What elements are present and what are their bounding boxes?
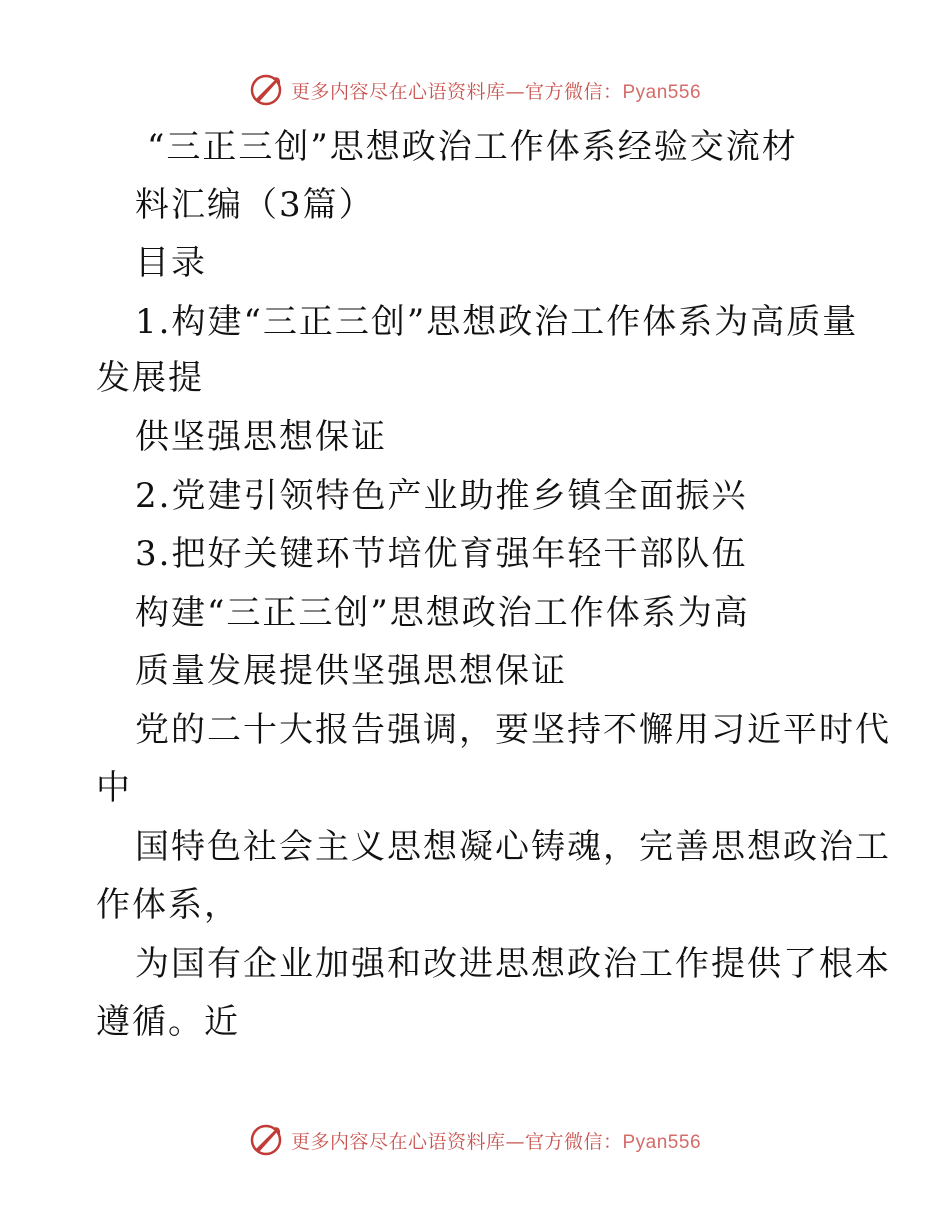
doc-title-line-2: 料汇编（3篇） (135, 185, 375, 225)
paragraph-line-6: 遵循。近 (96, 1002, 240, 1042)
watermark-text: 更多内容尽在心语资料库—官方微信：Pyan556 (290, 1130, 702, 1153)
section-heading-line-2: 质量发展提供坚强思想保证 (135, 651, 567, 691)
quill-logo-icon (249, 73, 283, 107)
paragraph-line-4: 作体系， (96, 885, 240, 925)
watermark-footer (0, 1120, 950, 1160)
section-heading-line-1: 构建“三正三创”思想政治工作体系为高 (135, 593, 750, 633)
doc-title-line-1: “三正三创”思想政治工作体系经验交流材 (147, 127, 798, 167)
quill-logo-icon (249, 1123, 283, 1157)
watermark-text: 更多内容尽在心语资料库—官方微信：Pyan556 (290, 80, 702, 103)
toc-item-1-line-3: 供坚强思想保证 (135, 417, 387, 457)
toc-heading: 目录 (135, 243, 207, 283)
paragraph-line-5: 为国有企业加强和改进思想政治工作提供了根本 (135, 944, 891, 984)
watermark-header (0, 70, 950, 110)
toc-item-3: 3.把好关键环节培优育强年轻干部队伍 (135, 534, 748, 574)
toc-item-1-line-2: 发展提 (96, 358, 204, 398)
paragraph-line-2: 中 (96, 768, 132, 808)
toc-item-1-line-1: 1.构建“三正三创”思想政治工作体系为高质量 (135, 302, 859, 342)
paragraph-line-3: 国特色社会主义思想凝心铸魂，完善思想政治工 (135, 827, 891, 867)
paragraph-line-1: 党的二十大报告强调，要坚持不懈用习近平时代 (135, 710, 891, 750)
toc-item-2: 2.党建引领特色产业助推乡镇全面振兴 (135, 476, 748, 516)
